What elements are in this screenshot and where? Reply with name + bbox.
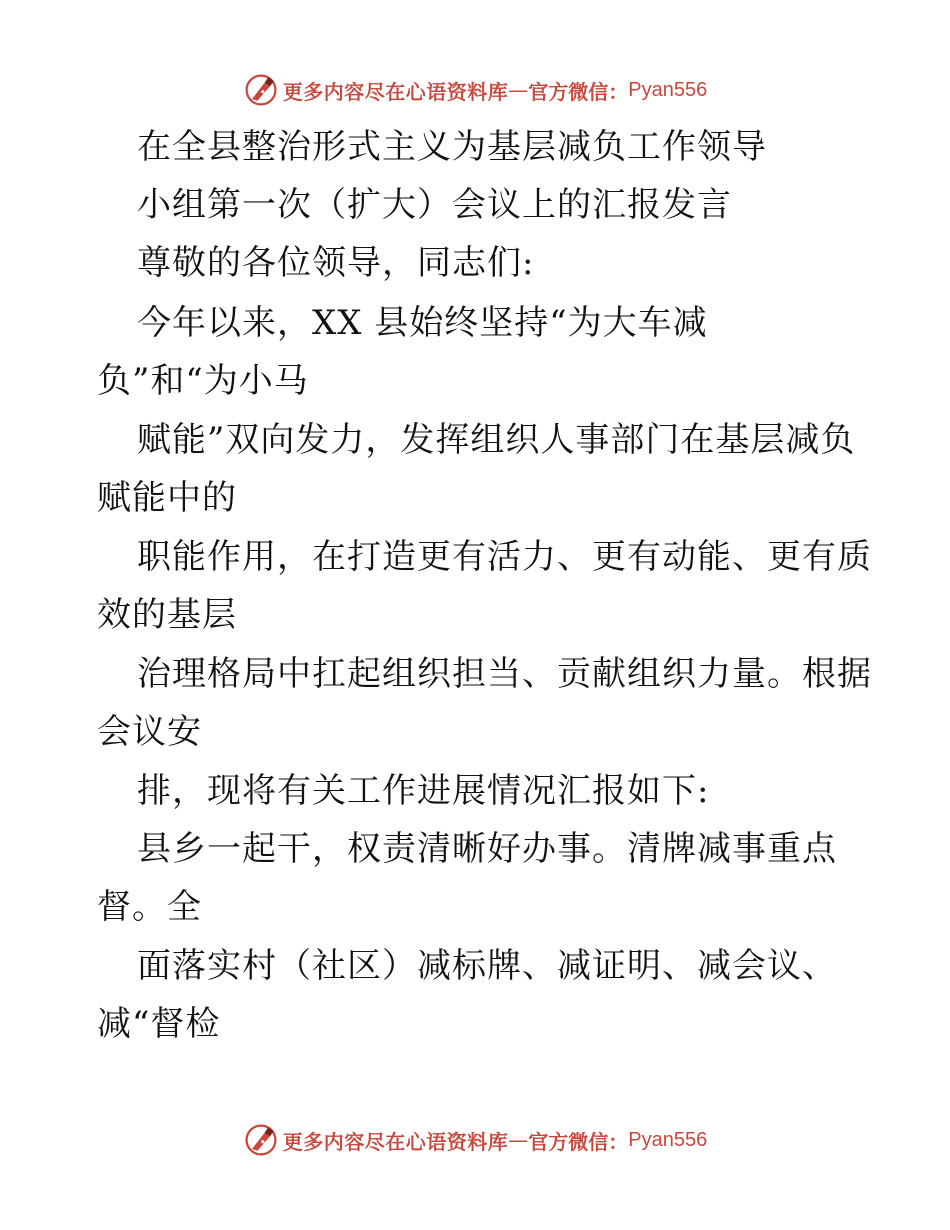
- text-line: 职能作用，在打造更有活力、更有动能、更有质: [137, 537, 872, 577]
- watermark-site-text: 更多内容尽在心语资料库: [282, 79, 509, 104]
- watermark-wechat-label: 官方微信：: [528, 1129, 629, 1154]
- watermark-wechat-id: Pyan556: [628, 78, 708, 101]
- watermark-separator: —: [508, 1128, 529, 1152]
- pen-nib-logo-icon: [243, 1122, 279, 1158]
- text-line: 在全县整治形式主义为基层减负工作领导: [137, 127, 767, 167]
- text-line: 治理格局中扛起组织担当、贡献组织力量。根据: [137, 654, 872, 694]
- watermark-separator: —: [508, 78, 529, 102]
- text-line: 排，现将有关工作进展情况汇报如下:: [137, 771, 710, 811]
- pen-nib-logo-icon: [243, 72, 279, 108]
- footer-watermark: [0, 1120, 950, 1160]
- text-line: 面落实村（社区）减标牌、减证明、减会议、: [137, 946, 837, 986]
- text-line: 今年以来，XX 县始终坚持“为大车减: [137, 303, 708, 343]
- text-line: 县乡一起干，权责清晰好办事。清牌减事重点: [137, 829, 837, 869]
- text-line: 赋能中的: [97, 478, 237, 518]
- text-line: 会议安: [97, 712, 202, 752]
- watermark-site-text: 更多内容尽在心语资料库: [282, 1129, 509, 1154]
- text-line: 尊敬的各位领导，同志们:: [137, 243, 535, 283]
- text-line: 减“督检: [97, 1004, 221, 1044]
- header-watermark: [0, 70, 950, 110]
- text-line: 小组第一次（扩大）会议上的汇报发言: [137, 185, 732, 225]
- text-line: 督。全: [97, 887, 202, 927]
- text-line: 负”和“为小马: [97, 361, 309, 401]
- text-line: 赋能”双向发力，发挥组织人事部门在基层减负: [137, 420, 856, 460]
- text-line: 效的基层: [97, 595, 237, 635]
- watermark-wechat-id: Pyan556: [628, 1128, 708, 1151]
- watermark-wechat-label: 官方微信：: [528, 79, 629, 104]
